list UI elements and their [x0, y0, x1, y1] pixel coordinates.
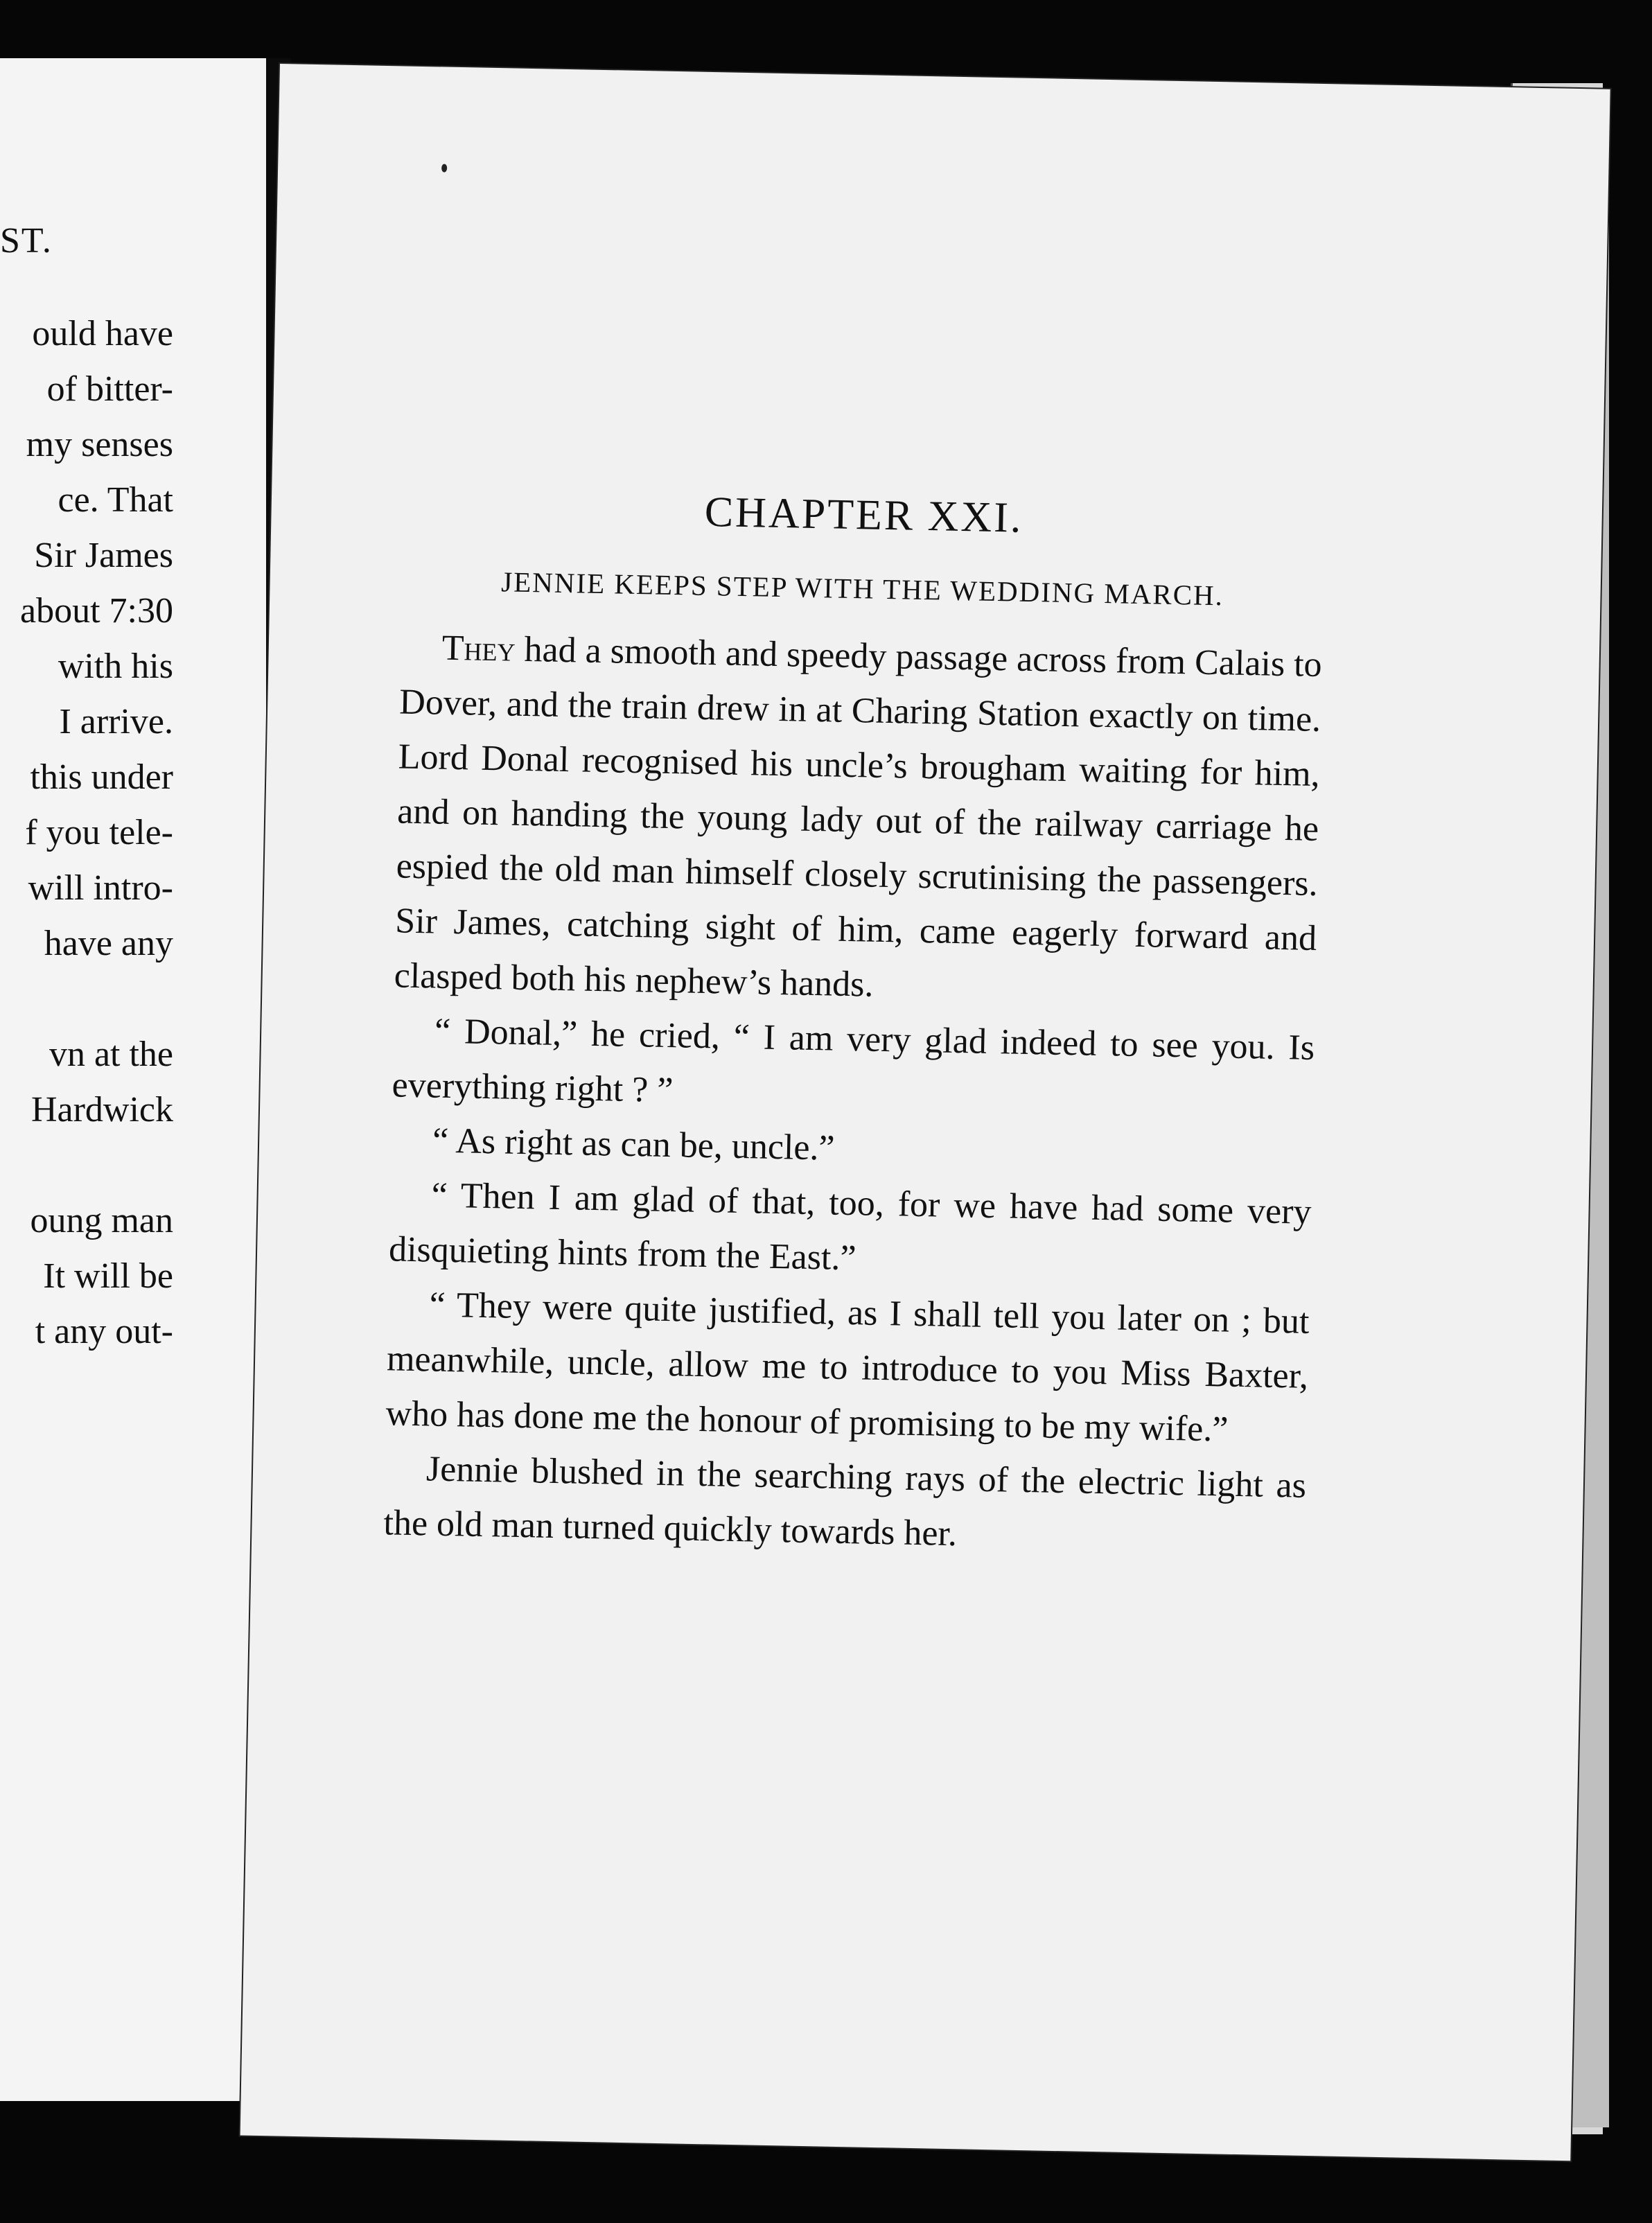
left-page-line: with his	[58, 647, 173, 686]
left-page-line: ould have	[32, 314, 173, 353]
chapter-content	[383, 482, 1325, 1568]
left-page-line	[0, 972, 173, 1027]
left-page-line: will intro-	[28, 868, 173, 908]
left-page-line: Hardwick	[30, 1090, 173, 1130]
chapter-title: CHAPTER XXI.	[704, 488, 1024, 542]
left-page-text	[0, 306, 173, 1360]
left-page-line: oung man	[30, 1201, 173, 1240]
paragraph: “ Donal,” he cried, “ I am very glad indeed to see you. Is everything right ? ”	[392, 1011, 1315, 1111]
left-page-line: f you tele-	[25, 813, 173, 852]
left-page-running-header: ST.	[0, 221, 53, 261]
paragraph-text: had a smooth and speedy passage across from Calais to Dover, and the train drew in at Charing Station exactly on time. Lord Donal recognised his uncle’s brougham waiting for him, and on handing the young lady out of the railway carriage he espied the old man himself closely scrutinising the passengers. Sir James, catching sight of him, came eagerly forward and clasped both his nephew’s hands.	[394, 629, 1323, 1005]
right-page	[240, 64, 1610, 2161]
chapter-subtitle: JENNIE KEEPS STEP WITH THE WEDDING MARCH.	[500, 565, 1224, 612]
paragraph: “ Then I am glad of that, too, for we have had some very disquieting hints from the East.”	[388, 1175, 1312, 1279]
left-page-line: have any	[44, 924, 173, 963]
scan-speck	[441, 164, 447, 173]
left-page-line: Sir James	[34, 536, 173, 575]
left-facing-page	[0, 58, 270, 2101]
chapter-body	[383, 620, 1323, 1568]
left-page-line: It will be	[43, 1256, 173, 1296]
paragraph	[394, 620, 1322, 1021]
paragraph: “ As right as can be, uncle.”	[432, 1121, 836, 1168]
paragraph: Jennie blushed in the searching rays of the electric light as the old man turned quickly towards her.	[383, 1449, 1307, 1554]
left-page-line: t any out-	[35, 1312, 173, 1351]
left-page-line: I arrive.	[59, 702, 173, 741]
left-page-line: my senses	[26, 425, 173, 464]
paragraph-lead-word: They	[441, 628, 516, 669]
left-page-line: about 7:30	[20, 591, 173, 631]
left-page-line: of bitter-	[46, 369, 173, 409]
paragraph: “ They were quite justified, as I shall tell you later on ; but meanwhile, uncle, allow me to introduce to you Miss Baxter, who has done me the honour of promising to be my wife.”	[385, 1285, 1310, 1450]
left-page-line: ce. That	[58, 480, 173, 520]
left-page-line: this under	[30, 757, 173, 797]
left-page-line	[0, 1138, 173, 1193]
left-page-line: vn at the	[49, 1035, 173, 1074]
